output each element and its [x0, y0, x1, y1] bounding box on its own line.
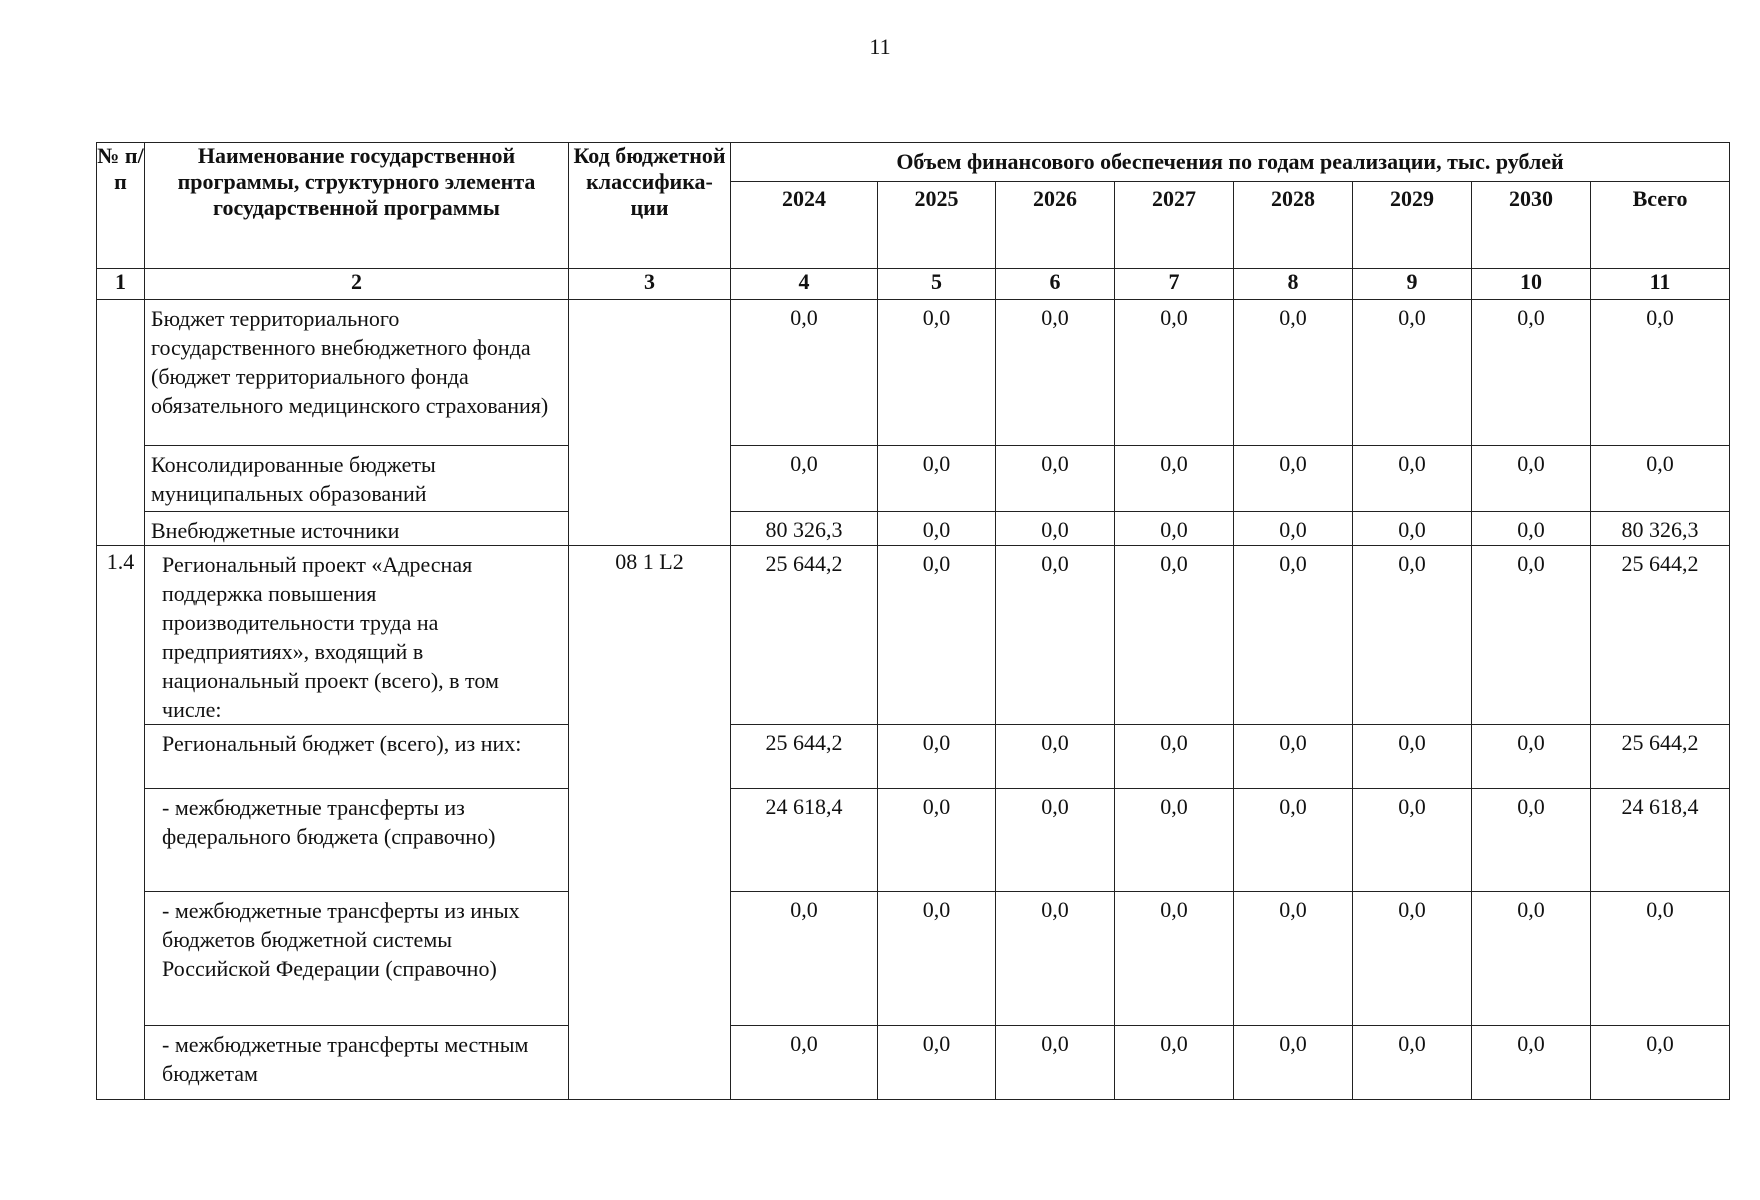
total-cell: 0,0: [1591, 892, 1730, 1026]
value-cell: 25 644,2: [731, 546, 878, 725]
row-number: 1.4: [97, 546, 145, 1100]
header-year: 2025: [878, 182, 996, 269]
value-cell: 0,0: [1115, 789, 1234, 892]
total-cell: 0,0: [1591, 300, 1730, 446]
value-cell: 0,0: [1472, 546, 1591, 725]
value-cell: 0,0: [1353, 725, 1472, 789]
column-number: 4: [731, 269, 878, 300]
table-row: [97, 446, 1730, 512]
value-cell: 0,0: [1353, 892, 1472, 1026]
row-name: - межбюджетные трансферты местным бюджетам: [145, 1026, 569, 1100]
header-col-name: Наименование государственной программы, структурного элемента государственной программы: [145, 143, 569, 269]
value-cell: 25 644,2: [731, 725, 878, 789]
value-cell: 0,0: [731, 300, 878, 446]
table-row: [97, 725, 1730, 789]
row-name: Региональный бюджет (всего), из них:: [145, 725, 569, 789]
value-cell: 0,0: [1234, 446, 1353, 512]
header-year: 2030: [1472, 182, 1591, 269]
value-cell: 24 618,4: [731, 789, 878, 892]
value-cell: 0,0: [878, 446, 996, 512]
header-col-code: Код бюджетной классифика-ции: [569, 143, 731, 269]
value-cell: 0,0: [1472, 725, 1591, 789]
column-number-row: [97, 269, 1730, 300]
column-number: 1: [97, 269, 145, 300]
value-cell: 0,0: [1353, 446, 1472, 512]
table-row: [97, 1026, 1730, 1100]
value-cell: 0,0: [1353, 1026, 1472, 1100]
header-year: 2027: [1115, 182, 1234, 269]
value-cell: 0,0: [1353, 300, 1472, 446]
column-number: 9: [1353, 269, 1472, 300]
value-cell: 0,0: [996, 725, 1115, 789]
value-cell: 0,0: [1115, 1026, 1234, 1100]
column-number: 7: [1115, 269, 1234, 300]
row-name: - межбюджетные трансферты из иных бюджетов бюджетной системы Российской Федерации (справочно): [145, 892, 569, 1026]
row-name: - межбюджетные трансферты из федерального бюджета (справочно): [145, 789, 569, 892]
table-row: [97, 512, 1730, 546]
header-year: 2024: [731, 182, 878, 269]
value-cell: 0,0: [1115, 546, 1234, 725]
value-cell: 0,0: [878, 546, 996, 725]
table-row: [97, 789, 1730, 892]
value-cell: 0,0: [1472, 789, 1591, 892]
value-cell: 0,0: [996, 1026, 1115, 1100]
financing-table: [96, 142, 1730, 1100]
value-cell: 0,0: [1115, 300, 1234, 446]
table-row: [97, 300, 1730, 446]
value-cell: 0,0: [1234, 512, 1353, 546]
value-cell: 0,0: [1234, 300, 1353, 446]
column-number: 8: [1234, 269, 1353, 300]
value-cell: 0,0: [731, 892, 878, 1026]
total-cell: 25 644,2: [1591, 546, 1730, 725]
page-number: 11: [869, 34, 891, 59]
value-cell: 0,0: [1353, 546, 1472, 725]
table-row: [97, 546, 1730, 725]
row-name: Внебюджетные источники: [145, 512, 569, 546]
value-cell: 0,0: [1115, 446, 1234, 512]
column-number: 11: [1591, 269, 1730, 300]
column-number: 10: [1472, 269, 1591, 300]
value-cell: 0,0: [1115, 725, 1234, 789]
value-cell: 0,0: [996, 512, 1115, 546]
header-col-funding: Объем финансового обеспечения по годам реализации, тыс. рублей: [731, 143, 1730, 182]
value-cell: 0,0: [1234, 892, 1353, 1026]
value-cell: 0,0: [1353, 789, 1472, 892]
value-cell: 0,0: [731, 446, 878, 512]
column-number: 6: [996, 269, 1115, 300]
total-cell: 80 326,3: [1591, 512, 1730, 546]
header-year: 2028: [1234, 182, 1353, 269]
value-cell: 0,0: [996, 789, 1115, 892]
total-cell: 25 644,2: [1591, 725, 1730, 789]
value-cell: 0,0: [996, 546, 1115, 725]
value-cell: 0,0: [878, 300, 996, 446]
value-cell: 0,0: [1115, 892, 1234, 1026]
row-number-cell: [97, 300, 145, 546]
value-cell: 0,0: [1115, 512, 1234, 546]
column-number: 3: [569, 269, 731, 300]
value-cell: 0,0: [1353, 512, 1472, 546]
value-cell: 0,0: [1234, 1026, 1353, 1100]
value-cell: 0,0: [1472, 892, 1591, 1026]
value-cell: 0,0: [1234, 789, 1353, 892]
value-cell: 0,0: [878, 1026, 996, 1100]
value-cell: 0,0: [996, 446, 1115, 512]
value-cell: 0,0: [1234, 725, 1353, 789]
budget-code: 08 1 L2: [569, 546, 731, 1100]
header-total: Всего: [1591, 182, 1730, 269]
value-cell: 0,0: [996, 300, 1115, 446]
row-name: Бюджет территориального государственного внебюджетного фонда (бюджет территориального фонда обязательного медицинского страхования): [145, 300, 569, 446]
table-row: [97, 892, 1730, 1026]
column-number: 2: [145, 269, 569, 300]
value-cell: 0,0: [1472, 1026, 1591, 1100]
total-cell: 0,0: [1591, 1026, 1730, 1100]
header-year: 2026: [996, 182, 1115, 269]
value-cell: 0,0: [1472, 446, 1591, 512]
total-cell: 0,0: [1591, 446, 1730, 512]
value-cell: 0,0: [1234, 546, 1353, 725]
value-cell: 0,0: [878, 725, 996, 789]
header-year: 2029: [1353, 182, 1472, 269]
value-cell: 0,0: [1472, 300, 1591, 446]
header-col-num: № п/п: [97, 143, 145, 269]
code-cell: [569, 300, 731, 546]
row-name: Региональный проект «Адресная поддержка повышения производительности труда на предприятиях», входящий в национальный проект (всего), в том числе:: [145, 546, 569, 725]
value-cell: 0,0: [731, 1026, 878, 1100]
row-name: Консолидированные бюджеты муниципальных образований: [145, 446, 569, 512]
value-cell: 80 326,3: [731, 512, 878, 546]
value-cell: 0,0: [878, 512, 996, 546]
value-cell: 0,0: [996, 892, 1115, 1026]
value-cell: 0,0: [878, 892, 996, 1026]
value-cell: 0,0: [1472, 512, 1591, 546]
column-number: 5: [878, 269, 996, 300]
total-cell: 24 618,4: [1591, 789, 1730, 892]
value-cell: 0,0: [878, 789, 996, 892]
